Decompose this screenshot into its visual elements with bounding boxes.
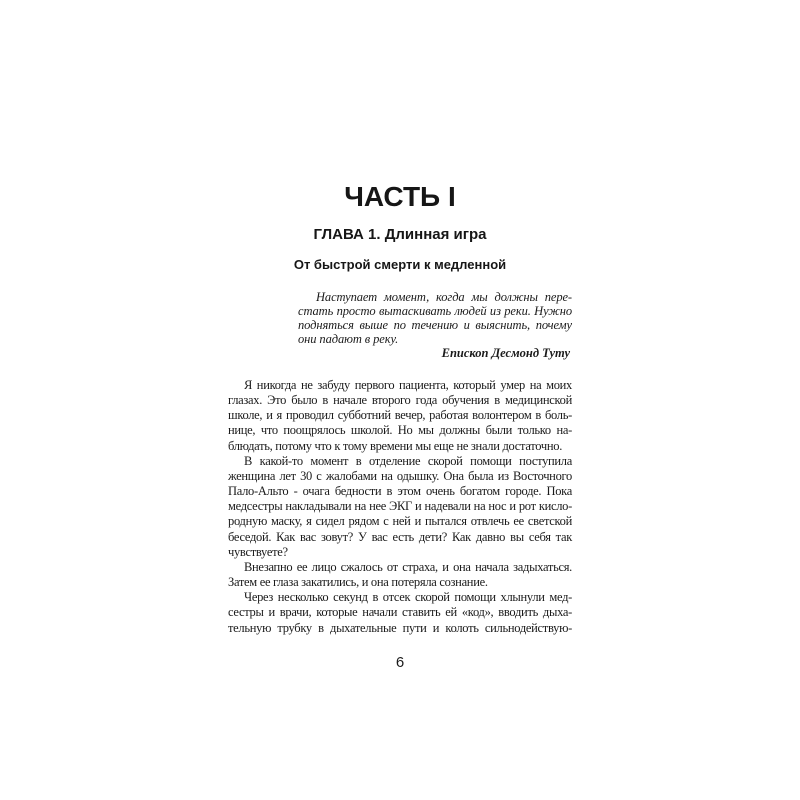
section-title: От быстрой смерти к медленной [293,257,507,272]
epigraph-line: они падают в реку. [298,332,399,346]
body-line: родную маску, я сидел рядом с ней и пытался отвлечь ее светской [228,514,572,529]
body-line: Внезапно ее лицо сжалось от страха, и она начала задыхаться. [244,559,572,574]
paragraph [228,454,572,560]
epigraph-line: Наступает момент, когда мы должны пере- [316,290,572,304]
body-line: Пало-Альто - очага бедности в этом очень богатом городе. Пока [228,484,572,499]
body-line: беседой. Как вас зовут? У вас есть дети? Как давно вы себя так [228,529,572,544]
body-line: Через несколько секунд в отсек скорой помощи хлынули мед- [244,590,572,605]
body-line: школе, и я проводил субботний вечер, работая волонтером в боль- [228,408,572,423]
paragraph [228,560,572,590]
body-line: сестры и врачи, которые начали ставить ей «код», вводить дыха- [228,605,572,620]
page-number: 6 [395,654,405,671]
epigraph-author: Епископ Десмонд Туту [441,346,570,360]
body-line: нице, что поощрялось школой. Но мы должны были только на- [228,423,572,438]
chapter-title: ГЛАВА 1. Длинная игра [313,226,487,243]
paragraph [228,590,572,635]
epigraph-line: подняться выше по течению и выяснить, почему [298,318,572,332]
body-line: медсестры накладывали на нее ЭКГ и надевали на нос и рот кисло- [228,499,572,514]
body-line: чувствуете? [228,544,288,559]
body-line: Затем ее глаза закатились, и она потеряла сознание. [228,575,488,590]
body-line: тельную трубку в дыхательные пути и колоть сильнодействую- [228,620,572,635]
body-text [228,378,572,636]
body-line: женщина лет 30 с жалобами на одышку. Она была из Восточного [228,468,572,483]
epigraph-line: стать просто вытаскивать людей из реки. Нужно [298,304,572,318]
part-title: ЧАСТЬ I [344,181,456,212]
body-line: В какой-то момент в отделение скорой помощи поступила [244,453,572,468]
body-line: блюдать, потому что к тому времени мы еще не знали достаточно. [228,438,563,453]
paragraph [228,378,572,454]
body-line: глазах. Это было в начале второго года обучения в медицинской [228,393,572,408]
body-line: Я никогда не забуду первого пациента, который умер на моих [244,378,572,392]
epigraph [298,290,572,360]
